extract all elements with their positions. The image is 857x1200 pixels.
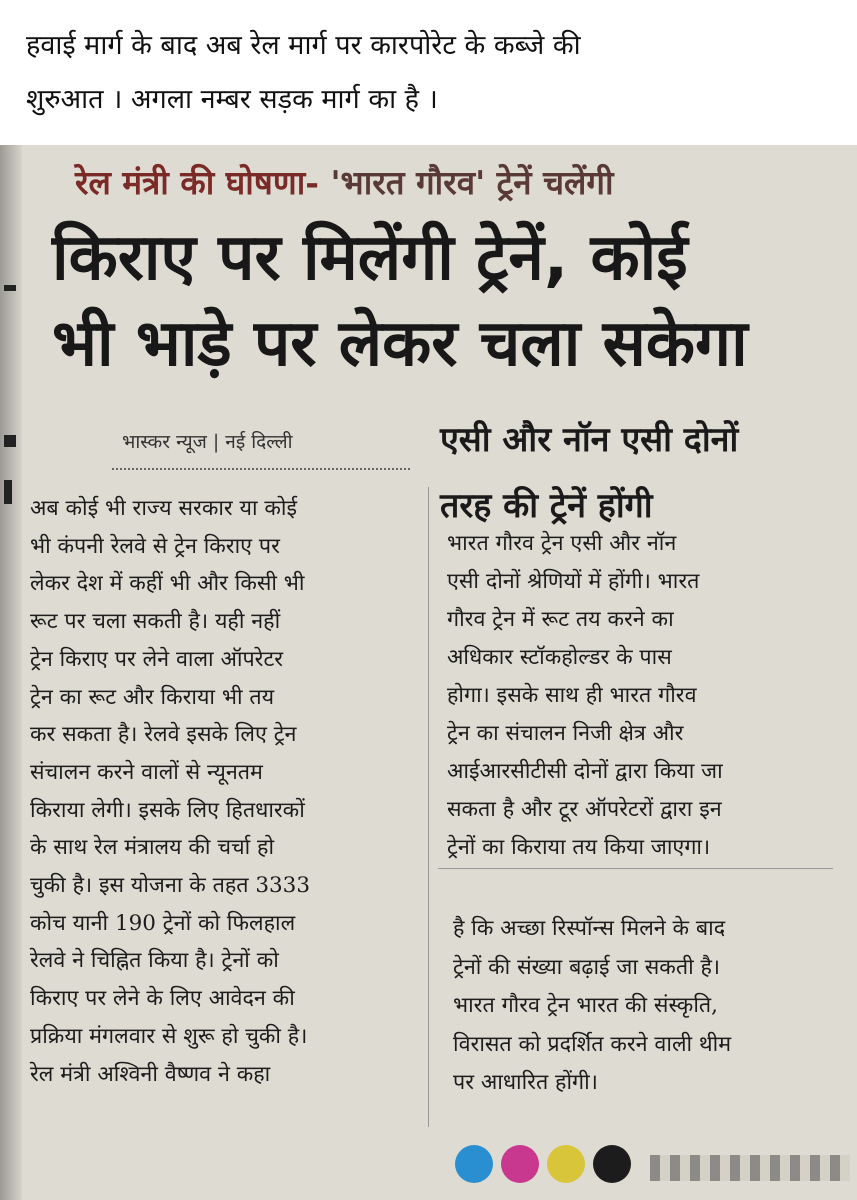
clipping-left-edge [0, 145, 22, 1200]
caption-line-2: शुरुआत । अगला नम्बर सड़क मार्ग का है । [26, 84, 438, 115]
right-column-text-top [447, 525, 837, 867]
article-subhead [440, 407, 738, 539]
body-line: ट्रेन का रूट और किराया भी तय [30, 684, 275, 710]
body-line: लेकर देश में कहीं भी और किसी भी [30, 571, 305, 597]
body-line: रूट पर चला सकती है। यही नहीं [30, 609, 281, 635]
registration-dot [501, 1145, 539, 1183]
right-column-text-bottom [453, 910, 843, 1103]
body-line: सकता है और टूर ऑपरेटरों द्वारा इन [447, 797, 722, 822]
body-line: किराए पर लेने के लिए आवेदन की [30, 986, 295, 1012]
body-line: भारत गौरव ट्रेन एसी और नॉन [447, 531, 677, 556]
kicker-quote: 'भारत गौरव' ट्रेनें चलेंगी [330, 163, 614, 202]
body-line: रेलवे ने चिह्नित किया है। ट्रेनों को [30, 948, 279, 974]
body-line: गौरव ट्रेन में रूट तय करने का [447, 607, 674, 632]
left-column-text [30, 490, 420, 1093]
body-line: अब कोई भी राज्य सरकार या कोई [30, 496, 298, 521]
body-line: भारत गौरव ट्रेन भारत की संस्कृति, [453, 993, 718, 1018]
edge-mark [4, 480, 12, 504]
section-divider [438, 868, 833, 869]
registration-dot [547, 1145, 585, 1183]
caption-line-1: हवाई मार्ग के बाद अब रेल मार्ग पर कारपोरेट के कब्जे की [26, 30, 581, 61]
body-line: चुकी है। इस योजना के तहत 3333 [30, 873, 311, 899]
body-line: पर आधारित होंगी। [453, 1070, 598, 1095]
body-line: है कि अच्छा रिस्पॉन्स मिलने के बाद [453, 916, 726, 941]
subhead-line-2: तरह की ट्रेनें होंगी [440, 486, 653, 526]
body-line: प्रक्रिया मंगलवार से शुरू हो चुकी है। [30, 1023, 308, 1049]
byline-divider [112, 468, 410, 470]
body-line: के साथ रेल मंत्रालय की चर्चा हो [30, 835, 275, 861]
subhead-line-1: एसी और नॉन एसी दोनों [440, 420, 739, 460]
registration-dot [593, 1145, 631, 1183]
body-line: आईआरसीटीसी दोनों द्वारा किया जा [447, 759, 723, 784]
body-line: संचालन करने वालों से न्यूनतम [30, 759, 263, 785]
body-line: होगा। इसके साथ ही भारत गौरव [447, 683, 697, 708]
body-line: किराया लेगी। इसके लिए हितधारकों [30, 797, 305, 823]
body-line: ट्रेनों की संख्या बढ़ाई जा सकती है। [453, 954, 721, 980]
edge-mark [4, 285, 16, 291]
post-caption [0, 0, 857, 140]
headline-line-2: भी भाड़े पर लेकर चला सकेगा [52, 307, 748, 381]
body-line: एसी दोनों श्रेणियों में होंगी। भारत [447, 569, 700, 594]
newspaper-clipping-image [0, 145, 857, 1200]
article-byline: भास्कर न्यूज | नई दिल्ली [122, 431, 293, 453]
print-calibration-bar [650, 1155, 850, 1181]
body-line: ट्रेनों का किराया तय किया जाएगा। [447, 835, 711, 860]
article-headline [52, 215, 832, 387]
column-divider [428, 487, 429, 1127]
body-line: ट्रेन का संचालन निजी क्षेत्र और [447, 721, 684, 746]
body-line: विरासत को प्रदर्शित करने वाली थीम [453, 1031, 732, 1057]
registration-dot [455, 1145, 493, 1183]
body-line: भी कंपनी रेलवे से ट्रेन किराए पर [30, 533, 280, 559]
body-line: कर सकता है। रेलवे इसके लिए ट्रेन [30, 722, 297, 748]
edge-mark [4, 435, 16, 447]
body-line: रेल मंत्री अश्विनी वैष्णव ने कहा [30, 1061, 271, 1087]
headline-line-1: किराए पर मिलेंगी ट्रेनें, कोई [52, 221, 688, 295]
body-line: ट्रेन किराए पर लेने वाला ऑपरेटर [30, 646, 284, 672]
print-registration-marks [455, 1145, 631, 1183]
body-line: अधिकार स्टॉकहोल्डर के पास [447, 645, 672, 670]
body-line: कोच यानी 190 ट्रेनों को फिलहाल [30, 910, 296, 936]
kicker-text: रेल मंत्री की घोषणा- [75, 163, 319, 202]
article-kicker [75, 159, 614, 204]
